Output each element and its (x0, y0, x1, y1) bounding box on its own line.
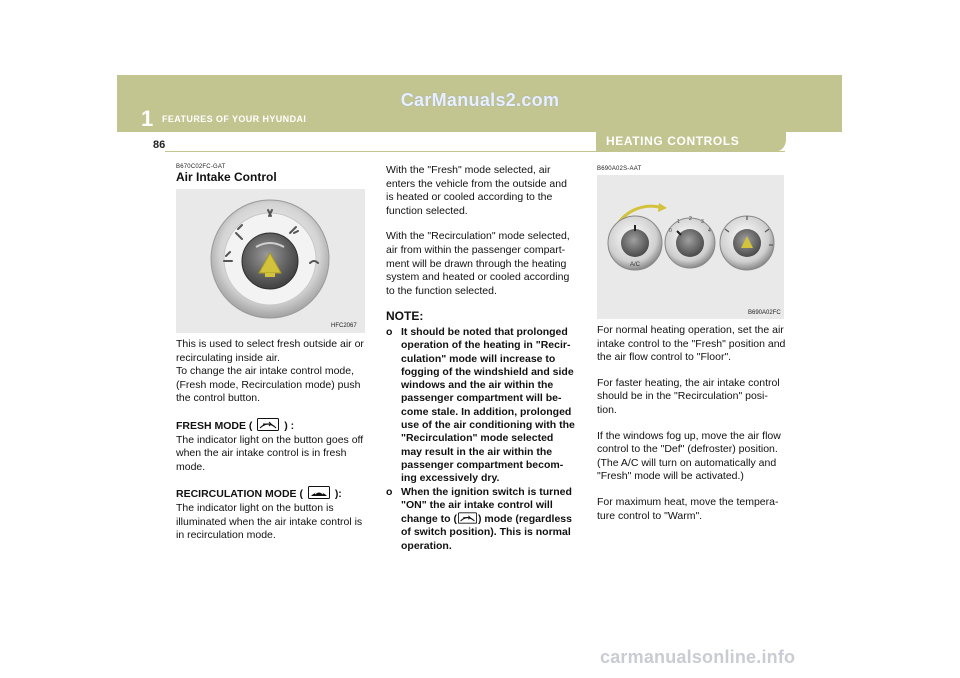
fan-speed-label: 1 (677, 219, 680, 225)
chapter-number: 1 (141, 106, 154, 131)
chapter-title: FEATURES OF YOUR HYUNDAI (162, 114, 307, 124)
left-column (176, 164, 366, 184)
photo-caption: B690A02FC (748, 310, 781, 316)
faster-heating-paragraph: For faster heating, the air intake control should be in the "Recirculation" posi-tion. (597, 376, 780, 416)
ac-button-label: A/C (629, 262, 641, 268)
fresh-air-mode-icon (458, 512, 477, 524)
note-bullet: o (386, 325, 393, 338)
air-intake-dial-illustration (176, 189, 365, 333)
normal-heating-paragraph: For normal heating operation, set the air intake control to the "Fresh" position and the air flow control to "Floor". (597, 324, 786, 364)
intro-line-1: This is used to select fresh outside air or recirculating inside air. (176, 338, 364, 364)
fresh-mode-text: The indicator light on the button goes off when the air intake control is in fresh mode. (176, 433, 364, 473)
recirculation-mode-label: RECIRCULATION MODE ( (176, 488, 303, 501)
section-title: HEATING CONTROLS (606, 134, 740, 148)
defog-paragraph: If the windows fog up, move the air flow control to the "Def" (defroster) position. (The A/C will turn on automatically and "Fresh" mode will be activated.) (597, 429, 781, 483)
recirculation-mode-text: The indicator light on the button is illuminated when the air intake control is in recirculation mode. (176, 501, 363, 542)
section-code: B670C02FC-GAT (176, 164, 226, 170)
recirculation-mode-label-end: ): (334, 488, 342, 501)
fresh-air-mode-icon (257, 418, 279, 431)
heating-controls-photo (597, 175, 784, 319)
note-text-after: ) mode (regardless of switch position). This is normal operation. (401, 513, 572, 552)
left-body (176, 338, 366, 555)
recirculation-mode-paragraph: With the "Recirculation" mode selected, air from within the passenger compart-ment will be drawn through the heating system and heated or cooled according to the function selected. (386, 230, 570, 297)
note-title: NOTE: (386, 309, 424, 324)
watermark-top[interactable]: CarManuals2.com (400, 90, 560, 110)
note-item (386, 326, 576, 486)
fresh-mode-paragraph: With the "Fresh" mode selected, air enters the vehicle from the outside and is heated or cooled according to the function selected. (386, 164, 567, 217)
right-body (597, 324, 787, 535)
watermark-bottom[interactable]: carmanualsonline.info (600, 647, 796, 667)
note-bullet: o (386, 485, 393, 498)
air-intake-control-photo (176, 189, 365, 333)
fan-speed-label: 0 (669, 228, 672, 234)
note-text-before: When the ignition switch is turned "ON" the air intake control will change to ( (401, 485, 572, 526)
fan-speed-label: 4 (708, 228, 711, 234)
fresh-mode-label-end: ) : (284, 419, 295, 432)
heating-control-panel-illustration (597, 175, 784, 319)
section-heading: Air Intake Control (176, 170, 277, 184)
fresh-mode-label: FRESH MODE ( (176, 419, 253, 432)
note-text: It should be noted that prolonged operation of the heating in "Recir-culation" mode will increase to fogging of the windshield and side windows and the air within the passenger compartment will be-come stale. In addition, prolonged use of the air conditioning with the "Recirculation" mode selected may result in the air within the passenger compartment becom-ing excessively dry. (401, 325, 575, 485)
recirculation-mode-icon (308, 486, 330, 499)
note-item (386, 486, 576, 553)
section-code: B690A02S-AAT (597, 166, 642, 172)
middle-column (386, 164, 576, 553)
fan-speed-label: 2 (689, 216, 692, 222)
photo-caption: HFC2067 (331, 323, 357, 329)
header-divider (165, 151, 785, 152)
maximum-heat-paragraph: For maximum heat, move the tempera-ture control to "Warm". (597, 495, 779, 522)
page-number: 86 (153, 139, 166, 151)
intro-line-2: To change the air intake control mode, (Fresh mode, Recirculation mode) push the control button. (176, 365, 361, 405)
fan-speed-label: 3 (701, 219, 704, 225)
